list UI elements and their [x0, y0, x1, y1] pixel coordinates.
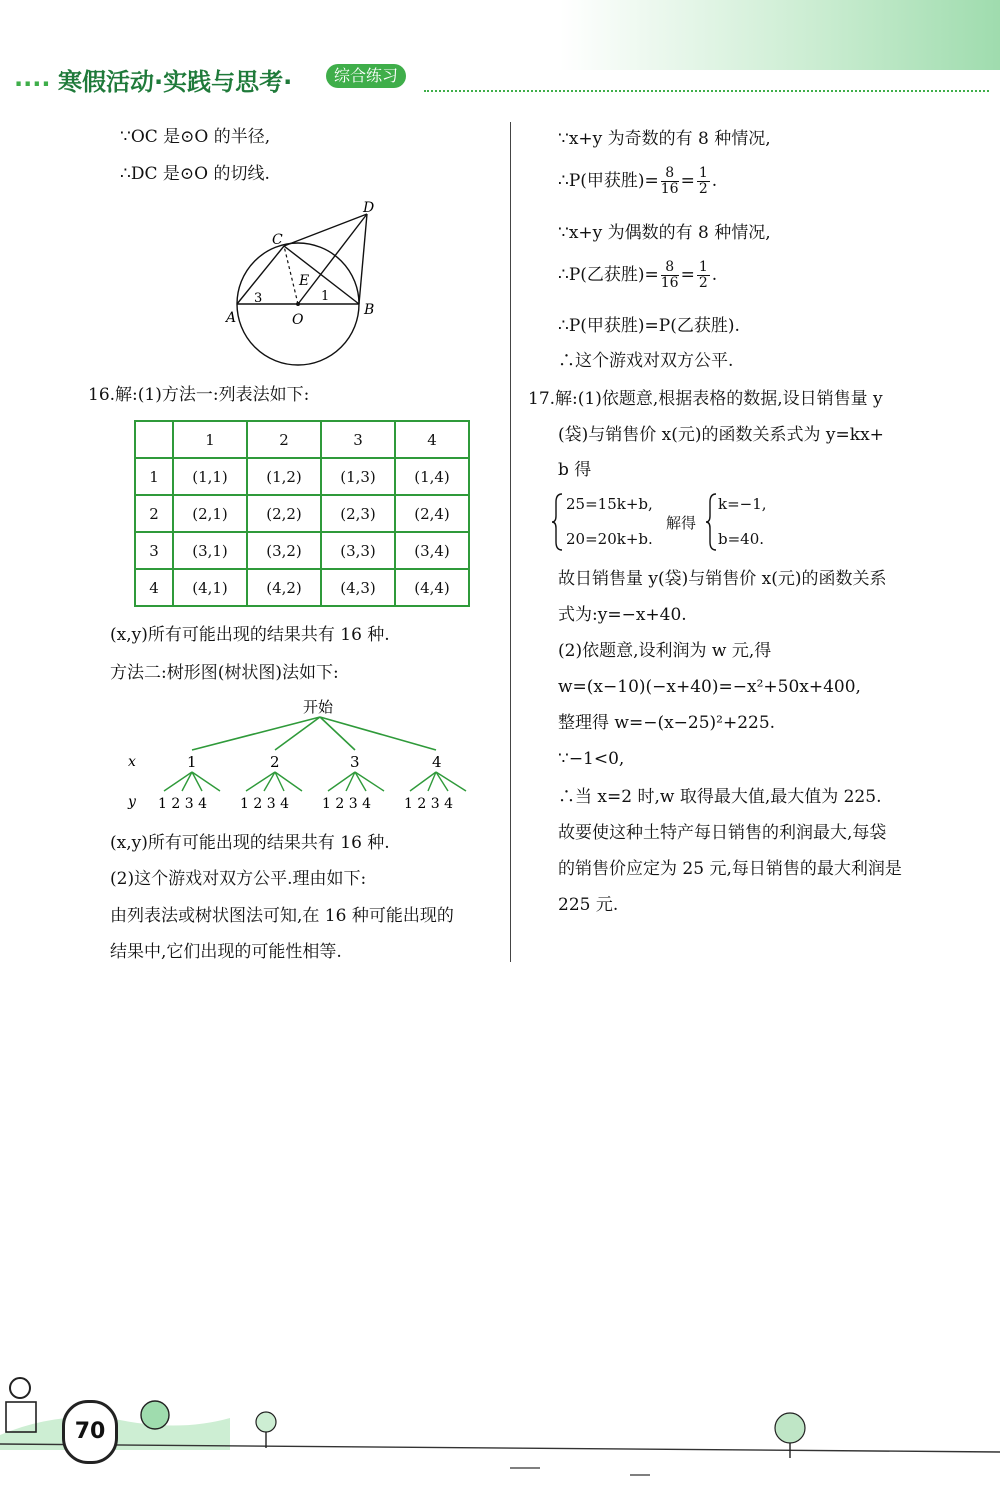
page-number: 70 — [62, 1400, 118, 1464]
equation-system — [552, 492, 832, 554]
label-a: A — [226, 310, 237, 326]
label-b: B — [364, 302, 375, 318]
fraction: $\frac{1}{2}$ — [698, 259, 708, 291]
page-header — [14, 62, 984, 96]
header-decoration — [560, 0, 1000, 70]
table-cell: 2 — [135, 495, 173, 532]
tree-x-label: x — [128, 754, 136, 770]
header-badge: 综合练习 — [326, 64, 406, 88]
solution-b: b=40. — [718, 530, 765, 548]
table-cell: (2,1) — [173, 495, 247, 532]
result-2: (x,y)所有可能出现的结果共有 16 种. — [110, 833, 390, 853]
header-dots: .... — [14, 64, 51, 92]
tree-node: 3 — [350, 753, 360, 771]
fraction: $\frac{8}{16}$ — [660, 259, 679, 291]
table-header-row — [135, 421, 469, 458]
tree-start: 开始 — [303, 698, 334, 716]
tree-leaves: 1 2 3 4 — [404, 796, 453, 812]
right-line-14: 故要使这种土特产每日销售的利润最大,每袋 — [558, 823, 887, 843]
table-row — [135, 569, 469, 606]
right-line-7: 故日销售量 y(袋)与销售价 x(元)的函数关系 — [558, 569, 887, 589]
table-cell: 3 — [135, 532, 173, 569]
point-o — [296, 302, 300, 306]
equation-1: 25=15k+b, — [566, 495, 653, 513]
right-line-1: ∵x+y 为奇数的有 8 种情况, — [558, 129, 771, 149]
right-line-6: ∴这个游戏对双方公平. — [558, 351, 734, 371]
p-yi: ∴P(乙获胜)= $\frac{8}{16}$ = $\frac{1}{2}$ . — [558, 259, 718, 291]
label-c: C — [272, 232, 283, 248]
table-cell: (1,1) — [173, 458, 247, 495]
tree-leaves: 1 2 3 4 — [322, 796, 371, 812]
question-17-line-2: (袋)与销售价 x(元)的函数关系式为 y=kx+ — [558, 425, 884, 445]
method-2: 方法二:树形图(树状图)法如下: — [110, 663, 339, 683]
table-cell: (4,2) — [247, 569, 321, 606]
part-2: (2)这个游戏对双方公平.理由如下: — [110, 869, 367, 889]
question-16: 16.解:(1)方法一:列表法如下: — [88, 385, 310, 405]
table-cell: (1,4) — [395, 458, 469, 495]
table-cell: 1 — [173, 421, 247, 458]
table-cell: 4 — [395, 421, 469, 458]
table-cell: 3 — [321, 421, 395, 458]
table-cell: (1,3) — [321, 458, 395, 495]
left-brace — [706, 492, 718, 552]
right-line-5: ∴P(甲获胜)=P(乙获胜). — [558, 316, 740, 336]
angle-3: 3 — [254, 291, 263, 306]
tree-diagram — [120, 694, 490, 816]
left-line-1: ∵OC 是⊙O 的半径, — [120, 127, 271, 147]
p-jia: ∴P(甲获胜)= $\frac{8}{16}$ = $\frac{1}{2}$ . — [558, 165, 718, 197]
table-cell: 2 — [247, 421, 321, 458]
table-row — [135, 495, 469, 532]
table-cell: (4,1) — [173, 569, 247, 606]
tree-node: 2 — [270, 753, 280, 771]
table-row — [135, 458, 469, 495]
question-17-line-3: b 得 — [558, 460, 592, 480]
header-title: 寒假活动·实践与思考· — [58, 68, 293, 96]
solve-label: 解得 — [666, 514, 697, 532]
right-line-10: w=(x−10)(−x+40)=−x²+50x+400, — [558, 677, 861, 697]
table-cell: (3,1) — [173, 532, 247, 569]
table-cell: 4 — [135, 569, 173, 606]
table-cell: (3,4) — [395, 532, 469, 569]
table-cell: (2,2) — [247, 495, 321, 532]
right-line-16: 225 元. — [558, 895, 619, 915]
table-cell: (3,3) — [321, 532, 395, 569]
table-cell: (4,3) — [321, 569, 395, 606]
right-line-13: ∴当 x=2 时,w 取得最大值,最大值为 225. — [558, 787, 882, 807]
footer-decoration — [0, 1340, 1000, 1501]
tree-node: 1 — [187, 753, 197, 771]
table-cell: (3,2) — [247, 532, 321, 569]
table-cell: (1,2) — [247, 458, 321, 495]
right-line-15: 的销售价应定为 25 元,每日销售的最大利润是 — [558, 859, 902, 879]
tree-node: 4 — [432, 753, 442, 771]
fraction: $\frac{8}{16}$ — [660, 165, 679, 197]
column-divider — [510, 122, 511, 962]
circle-figure — [222, 196, 392, 376]
part-2-line-3: 结果中,它们出现的可能性相等. — [110, 942, 342, 962]
right-line-12: ∵−1<0, — [558, 749, 625, 769]
outcome-table — [134, 420, 470, 607]
part-2-line-2: 由列表法或树状图法可知,在 16 种可能出现的 — [110, 906, 454, 926]
table-cell: 1 — [135, 458, 173, 495]
left-brace — [552, 492, 564, 552]
tree-y-label: y — [128, 794, 136, 810]
equation-2: 20=20k+b. — [566, 530, 653, 548]
table-row — [135, 532, 469, 569]
question-17: 17.解:(1)依题意,根据表格的数据,设日销售量 y — [528, 389, 883, 409]
left-line-2: ∴DC 是⊙O 的切线. — [120, 164, 270, 184]
angle-1: 1 — [321, 289, 330, 304]
table-cell: (2,3) — [321, 495, 395, 532]
fraction: $\frac{1}{2}$ — [698, 165, 708, 197]
solution-k: k=−1, — [718, 495, 767, 513]
result-1: (x,y)所有可能出现的结果共有 16 种. — [110, 625, 390, 645]
label-d: D — [363, 200, 375, 216]
right-line-3: ∵x+y 为偶数的有 8 种情况, — [558, 223, 771, 243]
table-cell — [135, 421, 173, 458]
right-line-9: (2)依题意,设利润为 w 元,得 — [558, 641, 772, 661]
segment-db — [359, 214, 367, 304]
right-line-11: 整理得 w=−(x−25)²+225. — [558, 713, 776, 733]
tree-leaves: 1 2 3 4 — [158, 796, 207, 812]
table-cell: (2,4) — [395, 495, 469, 532]
label-o: O — [292, 312, 304, 328]
label-e: E — [299, 273, 310, 289]
tree-leaves: 1 2 3 4 — [240, 796, 289, 812]
header-dotted-rule — [424, 90, 989, 92]
table-cell: (4,4) — [395, 569, 469, 606]
right-line-8: 式为:y=−x+40. — [558, 605, 687, 625]
